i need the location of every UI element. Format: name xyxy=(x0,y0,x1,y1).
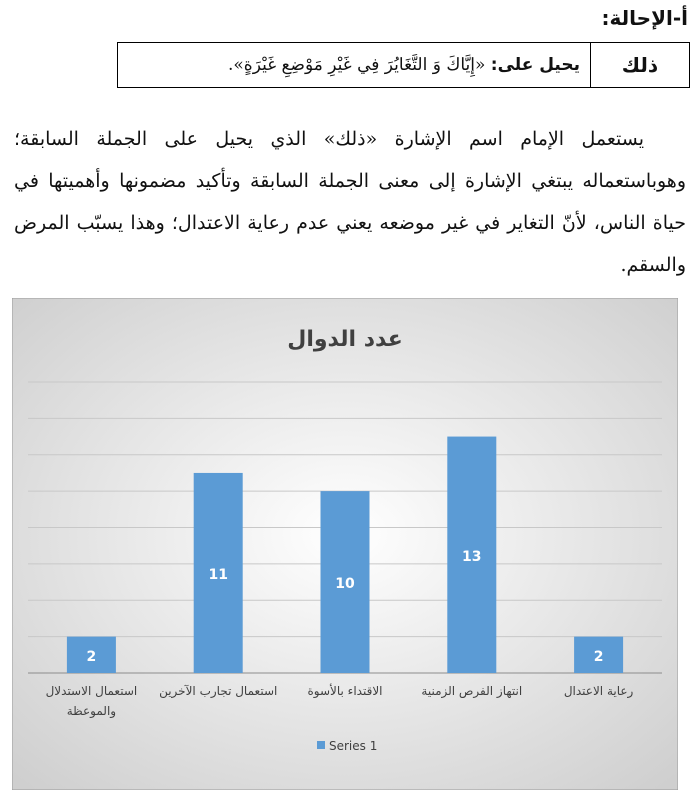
bar-data-label: 2 xyxy=(86,648,97,665)
bar-data-label: 11 xyxy=(208,566,228,583)
x-tick-label: انتهاز الفرص الزمنية xyxy=(421,684,523,698)
body-paragraph-text: يستعمل الإمام اسم الإشارة «ذلك» الذي يحيل على الجملة السابقة؛ وهوباستعماله يبتغي الإشارة إلى معنى الجملة السابقة وتأكيد مضمونها وأهميتها في حياة الناس، لأنّ التغاير في غير موضعه يعني عدم رعاية الاعتدال؛ وهذا يسبّب المرض والسقم. xyxy=(14,128,686,276)
chart-container xyxy=(12,298,678,790)
definition-text: «إِيَّاكَ وَ التَّغَايُرَ فِي غَيْرِ مَوْضِعِ غَيْرَةٍ». xyxy=(227,55,486,75)
bar-data-label: 10 xyxy=(335,576,355,593)
bar-data-label: 13 xyxy=(462,548,482,565)
x-tick-label: والموعظة xyxy=(66,704,117,718)
x-tick-label: الاقتداء بالأسوة xyxy=(307,684,383,698)
x-tick-label: رعاية الاعتدال xyxy=(563,684,634,698)
legend-label: Series 1 xyxy=(329,739,378,753)
bar-data-label: 2 xyxy=(593,648,604,665)
reference-table xyxy=(117,42,690,88)
definition-label: يحيل على: xyxy=(490,55,580,75)
legend-swatch xyxy=(317,741,325,749)
x-tick-label: استعمال تجارب الآخرين xyxy=(159,684,278,698)
x-tick-label: استعمال الاستدلال xyxy=(45,684,138,698)
bar-chart xyxy=(12,298,678,790)
reference-definition xyxy=(118,43,591,88)
section-heading: أ-الإحالة: xyxy=(601,6,688,30)
body-paragraph xyxy=(14,118,686,286)
reference-term: ذلك xyxy=(591,43,690,88)
chart-title: عدد الدوال xyxy=(287,327,403,352)
